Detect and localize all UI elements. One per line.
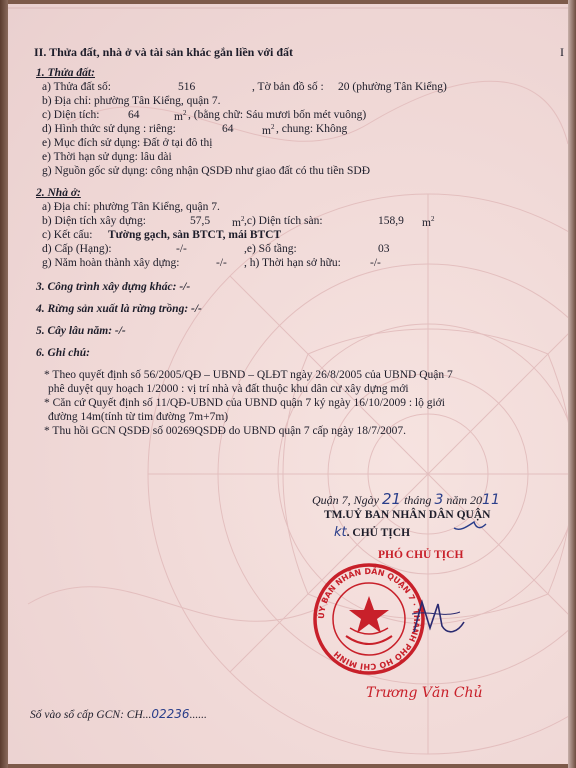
deputy-chairman-stamp: PHÓ CHỦ TỊCH — [378, 549, 464, 561]
signature-scribble — [408, 592, 468, 652]
house-address: a) Địa chỉ: phường Tân Kiểng, quận 7. — [42, 201, 220, 213]
month-label: tháng — [404, 493, 432, 507]
signer-name: Trương Văn Chủ — [366, 685, 483, 701]
seal-ring-text: ỦY BAN NHÂN DÂN QUẬN 7 · THÀNH PHỐ HỒ CHÍ MINH — [316, 566, 422, 672]
registry-dots: ...... — [189, 709, 207, 721]
house-build-area-unit: $m^2$ — [232, 215, 245, 229]
land-map-sheet-label: , Tờ bản đồ số : — [252, 81, 324, 93]
house-build-area-label: b) Diện tích xây dựng: — [42, 215, 146, 227]
kt-handwritten: kt — [334, 525, 347, 540]
role-label: . CHỦ TỊCH — [346, 527, 411, 539]
land-purpose: e) Mục đích sử dụng: Đất ở tại đô thị — [42, 137, 213, 149]
certificate-page — [8, 4, 568, 764]
house-structure-label: c) Kết cấu: — [42, 229, 93, 241]
signing-month: 3 — [434, 492, 444, 508]
note-line-3: * Căn cứ Quyết định số 11/QĐ-UBND của UBND quận 7 ký ngày 16/10/2009 : lộ giới — [44, 397, 445, 409]
house-floors-label: ,e) Số tầng: — [244, 243, 297, 255]
page-edge-right — [568, 0, 576, 768]
signing-organization: TM.UỶ BAN NHÂN DÂN QUẬN — [324, 509, 491, 521]
land-parcel-label: a) Thửa đất số: — [42, 81, 111, 93]
land-area-words: , (bằng chữ: Sáu mươi bốn mét vuông) — [188, 109, 367, 121]
land-use-common: , chung: Không — [276, 123, 348, 135]
house-grade-label: d) Cấp (Hạng): — [42, 243, 112, 255]
land-map-sheet-value: 20 (phường Tân Kiểng) — [338, 81, 447, 93]
house-heading: 2. Nhà ở: — [36, 187, 81, 199]
notes-heading: 6. Ghi chú: — [36, 347, 90, 359]
land-address: b) Địa chỉ: phường Tân Kiểng, quận 7. — [42, 95, 221, 107]
page-edge-left — [0, 0, 8, 768]
land-use-form-label: d) Hình thức sử dụng : riêng: — [42, 123, 176, 135]
role-check-mark — [450, 518, 490, 538]
house-completion-value: -/- — [216, 257, 227, 269]
place-date-label: Quận 7, Ngày — [312, 493, 379, 507]
house-floor-area-label: ,c) Diện tích sàn: — [244, 215, 323, 227]
land-area-value: 64 — [128, 109, 140, 121]
note-line-1: * Theo quyết định số 56/2005/QĐ – UBND – QLĐT ngày 26/8/2005 của UBND Quận 7 — [44, 369, 453, 381]
registry-label: Số vào sổ cấp GCN: CH... — [30, 709, 152, 721]
house-grade-value: -/- — [176, 243, 187, 255]
land-term: e) Thời hạn sử dụng: lâu dài — [42, 151, 172, 163]
land-use-unit: $m^2$ — [262, 123, 275, 137]
land-use-private-area: 64 — [222, 123, 234, 135]
note-line-5: * Thu hồi GCN QSDĐ số 00269QSDĐ do UBND quận 7 cấp ngày 18/7/2007. — [44, 425, 407, 437]
note-line-4: đường 14m(tính từ tim đường 7m+7m) — [48, 411, 229, 423]
land-parcel-number: 516 — [178, 81, 196, 93]
house-structure-value: Tường gạch, sàn BTCT, mái BTCT — [108, 229, 282, 241]
signing-place-date — [312, 492, 500, 507]
section-2-title: II. Thửa đất, nhà ở và tài sản khác gắn liền với đất — [34, 45, 294, 59]
note-line-2: phê duyệt quy hoạch 1/2000 : vị trí nhà và đất thuộc khu dân cư xây dựng mới — [48, 383, 409, 395]
land-heading: 1. Thửa đất: — [36, 67, 95, 79]
house-floor-area-unit: $m^2$ — [422, 215, 435, 229]
land-area-unit: $m^2$ — [174, 109, 187, 123]
house-completion-label: g) Năm hoàn thành xây dựng: — [42, 257, 180, 269]
house-floor-area-value: 158,9 — [378, 215, 404, 227]
house-floors-value: 03 — [378, 243, 390, 255]
signing-day: 21 — [382, 490, 402, 508]
other-structures: 3. Công trình xây dựng khác: -/- — [36, 281, 191, 293]
house-ownership-term-label: , h) Thời hạn sở hữu: — [244, 257, 341, 269]
signing-role — [334, 526, 410, 540]
land-origin: g) Nguồn gốc sử dụng: công nhận QSDĐ như giao đất có thu tiền SDĐ — [42, 165, 371, 177]
year-label: năm 20 — [446, 493, 483, 507]
margin-mark: I — [560, 45, 564, 59]
house-build-area-value: 57,5 — [190, 215, 211, 227]
registry-value: 02236 — [151, 707, 190, 721]
planted-forest: 4. Rừng sản xuất là rừng trồng: -/- — [36, 303, 202, 315]
house-ownership-term-value: -/- — [370, 257, 381, 269]
perennial-trees: 5. Cây lâu năm: -/- — [36, 325, 126, 337]
registry-number — [30, 708, 207, 722]
signing-year: 11 — [482, 492, 500, 508]
land-area-label: c) Diện tích: — [42, 109, 100, 121]
